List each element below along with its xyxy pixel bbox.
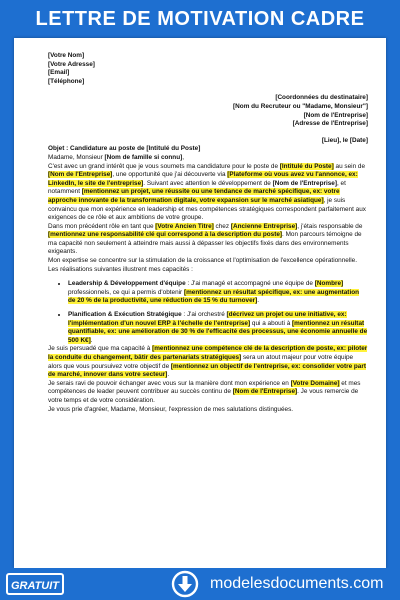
paragraph-conviction <box>48 345 368 379</box>
sender-address: [Votre Adresse] <box>48 60 95 68</box>
salutation-end: , <box>182 153 185 161</box>
text-run: qui a abouti à <box>250 319 293 327</box>
achievements-list <box>48 280 368 345</box>
text-run: Je suis persuadé que ma capacité à <box>48 345 153 353</box>
text-run: , j'étais responsable de <box>297 222 363 230</box>
placeholder-highlight: [décrivez un projet ou une initiative, ex: l'implémentation d'un nouvel ERP à l'échelle de l'entreprise] <box>68 311 347 327</box>
letter-body <box>48 48 368 414</box>
placeholder-highlight: [Plateforme où vous avez vu l'annonce, ex: LinkedIn, le site de l'entreprise] <box>48 171 358 187</box>
paragraph-experience <box>48 223 368 257</box>
placeholder-highlight: [mentionnez un objectif de l'entreprise, ex: consolider votre part de marché, innover dans votre secteur] <box>48 362 366 379</box>
salutation-text: Madame, Monsieur <box>48 153 105 161</box>
placeholder-highlight: [Votre Ancien Titre] <box>155 222 214 230</box>
salutation <box>48 154 368 163</box>
text-run: chez <box>213 222 231 230</box>
text-run: : J'ai managé et accompagné une équipe de <box>185 280 315 288</box>
site-link[interactable]: modelesdocuments.com <box>210 575 384 592</box>
text-run: . <box>167 371 170 379</box>
text-run: C'est avec un grand intérêt que je vous soumets ma candidature pour le poste de <box>48 162 280 170</box>
placeholder-highlight: [Nombre] <box>314 280 344 288</box>
subject-line: Objet : Candidature au poste de [Intitulé du Poste] <box>48 145 201 153</box>
placeholder-highlight: [Votre Domaine] <box>290 379 340 387</box>
text-run: . <box>257 297 260 305</box>
text-run: , une opportunité que j'ai découverte via <box>112 171 228 179</box>
recipient-block <box>48 94 368 128</box>
recipient-line: [Nom de l'Entreprise] <box>303 111 368 119</box>
sender-block <box>48 52 368 86</box>
text-run: . Suivant avec attention le développement de <box>143 179 273 187</box>
placeholder-highlight: [mentionnez une responsabilité clé qui correspond à la description du poste] <box>48 231 283 239</box>
recipient-line: [Adresse de l'Entreprise] <box>292 120 368 128</box>
placeholder-bold: [Nom de l'Entreprise] <box>272 179 337 187</box>
banner-title: LETTRE DE MOTIVATION CADRE <box>0 0 400 38</box>
paragraph-closing <box>48 380 368 406</box>
text-run: Je serais ravi de pouvoir échanger avec vous sur la manière dont mon expérience en <box>48 379 291 387</box>
placeholder-highlight: [Nom de l'Entreprise] <box>232 388 298 396</box>
date-line: [Lieu], le [Date] <box>321 136 368 144</box>
text-run: , et notamment <box>48 179 346 196</box>
recipient-line: [Coordonnées du destinataire] <box>275 94 368 102</box>
text-run: . <box>90 336 93 344</box>
bullet-title: Planification & Exécution Stratégique <box>68 311 182 319</box>
footer-bar <box>0 568 400 600</box>
text-run: . Mon parcours témoigne de ma capacité non seulement à atteindre mais aussi à dépasser les objectifs fixés dans des environnements exigeants. <box>48 231 362 256</box>
paragraph-regards: Je vous prie d'agréer, Madame, Monsieur, l'expression de mes salutations distinguées. <box>48 405 294 413</box>
placeholder-highlight: [mentionnez un projet, une réussite ou une tendance de marché spécifique, ex: votre approche innovante de la transformation digitale, votre expansion sur le marché asiatique] <box>48 188 340 204</box>
text-run: au sein de <box>333 162 366 170</box>
placeholder-highlight: [Nom de l'Entreprise] <box>48 171 113 179</box>
free-badge[interactable]: GRATUIT <box>6 573 64 595</box>
paragraph-intro <box>48 163 368 223</box>
sender-email: [Email] <box>48 69 70 77</box>
placeholder-highlight: [mentionnez un résultat spécifique, ex: une augmentation de 20 % de la productivité, une réduction de 15 % du turnover] <box>68 288 360 305</box>
recipient-line: [Nom du Recruteur ou "Madame, Monsieur"] <box>233 102 368 110</box>
bullet-title: Leadership & Développement d'équipe <box>68 280 186 288</box>
list-item <box>68 311 368 345</box>
sender-phone: [Téléphone] <box>48 77 85 85</box>
text-run: . Je vous remercie de votre temps et de votre considération. <box>48 388 359 404</box>
text-run: , je suis convaincu que mon expérience en leadership et mes compétences stratégiques correspondent parfaitement aux exigences de ce rôle et aux ambitions de votre groupe. <box>48 196 366 222</box>
paragraph-expertise: Mon expertise se concentre sur la stimulation de la croissance et l'optimisation de l'excellence opérationnelle. Les réalisations suivantes illustrent mes capacités : <box>48 257 358 273</box>
placeholder-highlight: [mentionnez une compétence clé de la description de poste, ex: piloter la conduite du changement, bâtir des partenariats stratégiques] <box>48 345 368 361</box>
list-item <box>68 280 368 306</box>
placeholder-highlight: [mentionnez un résultat quantifiable, ex: une amélioration de 30 % de l'efficacité des processus, une économie annuelle de 500 K€] <box>68 319 368 344</box>
text-run: sera un atout majeur pour votre équipe alors que vous poursuivez votre objectif de <box>48 354 354 370</box>
placeholder-highlight: [Intitulé du Poste] <box>279 162 334 170</box>
text-run: Dans mon précédent rôle en tant que <box>48 222 156 230</box>
download-icon[interactable] <box>170 570 200 598</box>
document-page <box>14 38 386 568</box>
salutation-name: [Nom de famille si connu] <box>104 153 183 161</box>
text-run: : J'ai orchestré <box>181 311 227 319</box>
placeholder-highlight: [Ancienne Entreprise] <box>230 222 298 230</box>
text-run: professionnels, ce qui a permis d'obtenir <box>68 288 184 296</box>
text-run: et mes compétences de leader peuvent contribuer au succès continu de <box>48 379 361 396</box>
sender-name: [Votre Nom] <box>48 52 85 59</box>
